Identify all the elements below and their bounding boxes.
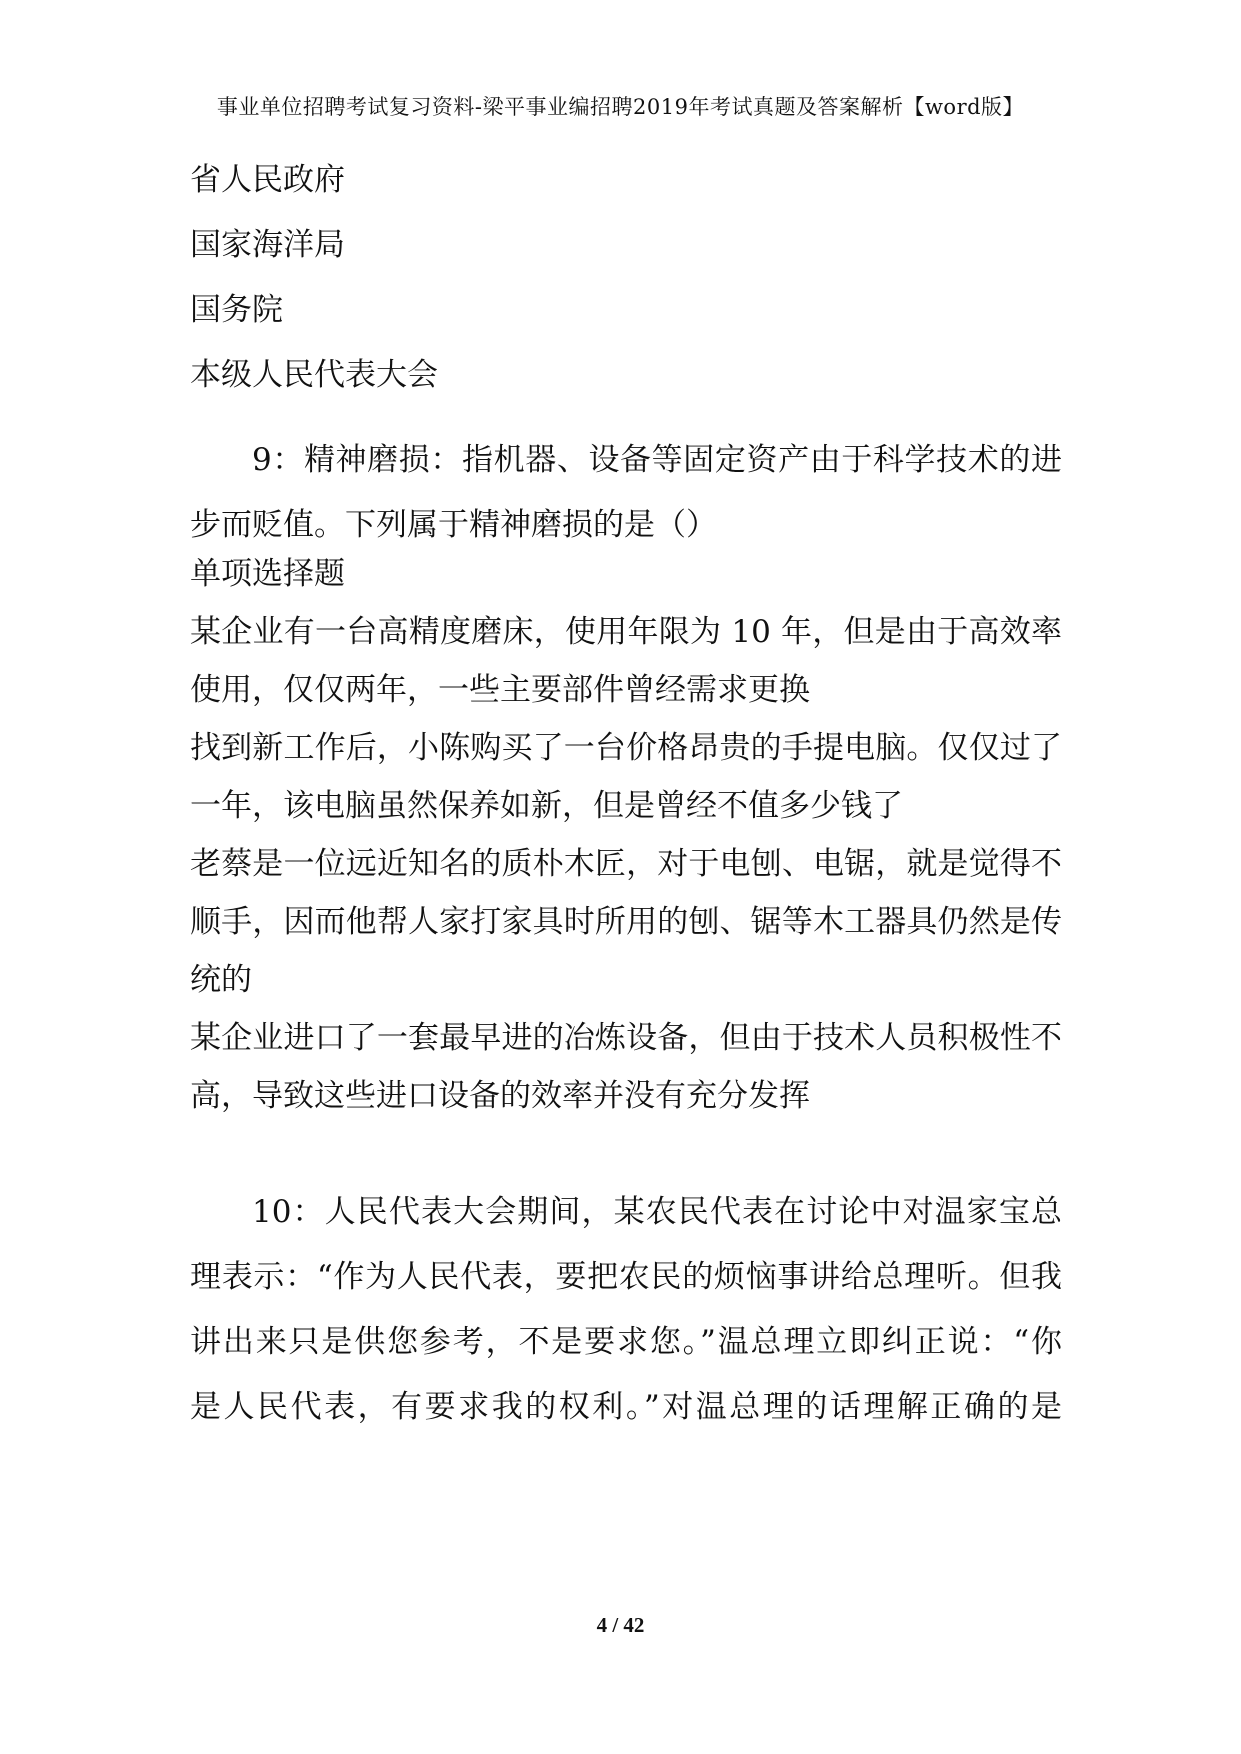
q9-option-d-line-1: 某企业进口了一套最早进的冶炼设备，但由于技术人员积极性不 <box>190 1020 1062 1056</box>
q9-option-b-line-2: 一年，该电脑虽然保养如新，但是曾经不值多少钱了 <box>190 788 903 824</box>
q9-option-b-line-1: 找到新工作后，小陈购买了一台价格昂贵的手提电脑。仅仅过了 <box>190 730 1062 766</box>
q9-question-type: 单项选择题 <box>190 556 345 592</box>
q8-option-4: 本级人民代表大会 <box>190 357 438 393</box>
q9-option-c-line-3: 统的 <box>190 962 252 998</box>
q8-options <box>190 148 1062 408</box>
q8-option-3: 国务院 <box>190 292 283 328</box>
q10-stem-line-1: 10：人民代表大会期间，某农民代表在讨论中对温家宝总 <box>252 1194 1062 1230</box>
q9-option-a-line-1: 某企业有一台高精度磨床，使用年限为 10 年，但是由于高效率 <box>190 614 1062 650</box>
q9-option-d-line-2: 高，导致这些进口设备的效率并没有充分发挥 <box>190 1078 810 1114</box>
q8-option-2: 国家海洋局 <box>190 227 345 263</box>
q9-stem <box>190 428 1062 558</box>
q9-option-c-line-2: 顺手，因而他帮人家打家具时所用的刨、锯等木工器具仍然是传 <box>190 904 1062 940</box>
q10-stem-line-3: 讲出来只是供您参考，不是要求您。”温总理立即纠正说：“你 <box>190 1324 1062 1360</box>
q9-option-a-line-2: 使用，仅仅两年，一些主要部件曾经需求更换 <box>190 672 810 708</box>
q9-body <box>190 545 1062 1125</box>
page-number: 4 / 42 <box>596 1613 645 1637</box>
q9-stem-line-2: 步而贬值。下列属于精神磨损的是（） <box>190 507 717 543</box>
q10-stem <box>190 1180 1062 1440</box>
q10-stem-line-2: 理表示：“作为人民代表，要把农民的烦恼事讲给总理听。但我 <box>190 1259 1062 1295</box>
q8-option-1: 省人民政府 <box>190 162 345 198</box>
q9-option-c-line-1: 老蔡是一位远近知名的质朴木匠，对于电刨、电锯，就是觉得不 <box>190 846 1062 882</box>
q10-stem-line-4: 是人民代表，有要求我的权利。”对温总理的话理解正确的是 <box>190 1389 1062 1425</box>
page-header: 事业单位招聘考试复习资料-梁平事业编招聘2019年考试真题及答案解析【word版】 <box>216 95 1025 119</box>
q9-stem-line-1: 9：精神磨损：指机器、设备等固定资产由于科学技术的进 <box>252 442 1062 478</box>
